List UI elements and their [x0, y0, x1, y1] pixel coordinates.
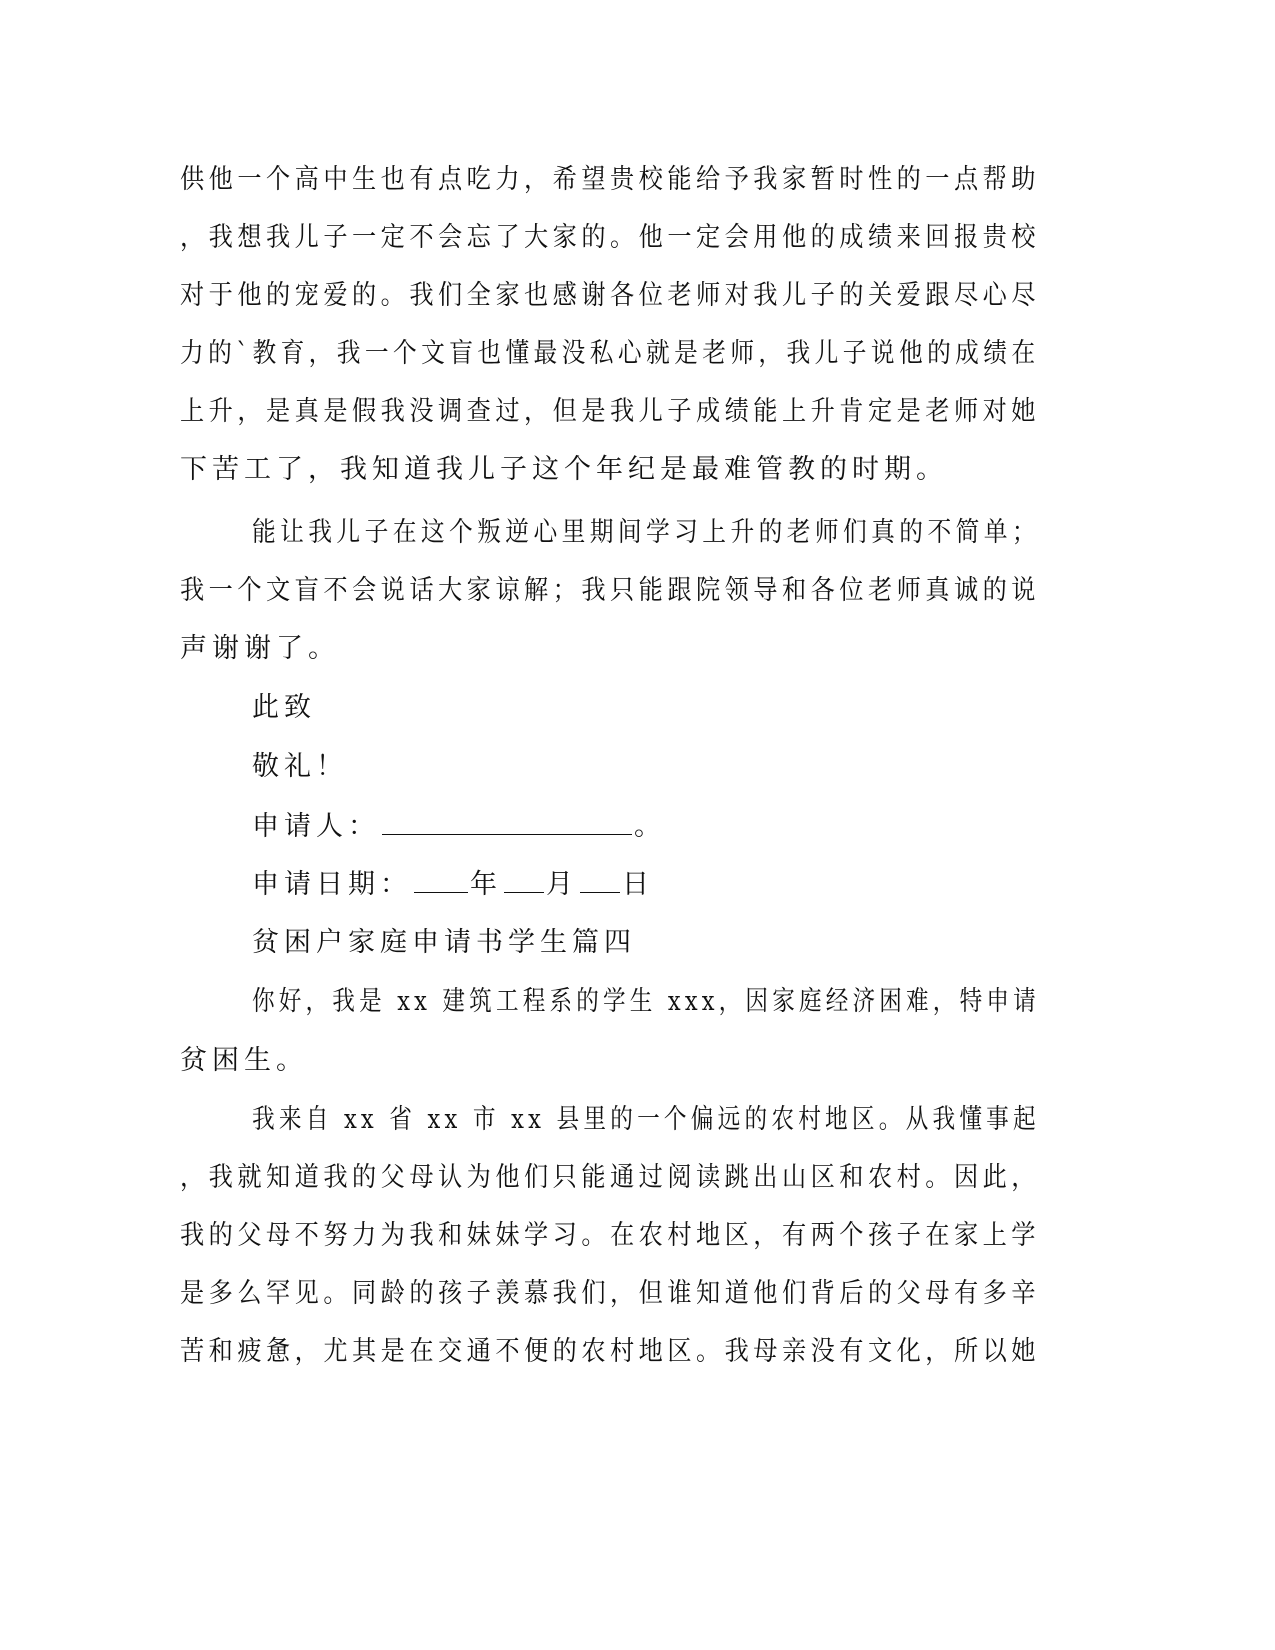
year-blank: [414, 866, 468, 893]
applicant-blank: [382, 808, 632, 835]
paragraph-line: ，我就知道我的父母认为他们只能通过阅读跳出山区和农村。因此，: [180, 1162, 1040, 1193]
applicant-line: [252, 808, 666, 845]
paragraph-line: 力的`教育，我一个文盲也懂最没私心就是老师，我儿子说他的成绩在: [180, 338, 1040, 369]
year-label: 年: [470, 869, 502, 900]
section-title: 贫困户家庭申请书学生篇四: [252, 927, 636, 958]
month-label: 月: [546, 869, 578, 900]
date-label: 申请日期：: [252, 869, 412, 900]
paragraph-line: 我来自 xx 省 xx 市 xx 县里的一个偏远的农村地区。从我懂事起: [252, 1104, 1040, 1135]
paragraph-line: 下苦工了，我知道我儿子这个年纪是最难管教的时期。: [180, 454, 948, 485]
date-line: [252, 866, 654, 903]
month-blank: [504, 866, 544, 893]
paragraph-line: 是多么罕见。同龄的孩子羡慕我们，但谁知道他们背后的父母有多辛: [180, 1278, 1040, 1309]
paragraph-line: 供他一个高中生也有点吃力，希望贵校能给予我家暂时性的一点帮助: [180, 164, 1040, 195]
paragraph-line: 贫困生。: [180, 1045, 308, 1076]
paragraph-line: 上升，是真是假我没调查过，但是我儿子成绩能上升肯定是老师对她: [180, 396, 1040, 427]
salutation-line: 此致: [252, 692, 316, 723]
applicant-label: 申请人：: [252, 811, 380, 842]
paragraph-line: 声谢谢了。: [180, 633, 340, 664]
day-blank: [580, 866, 620, 893]
applicant-end: 。: [634, 811, 666, 842]
day-label: 日: [622, 869, 654, 900]
paragraph-line: 对于他的宠爱的。我们全家也感谢各位老师对我儿子的关爱跟尽心尽: [180, 280, 1040, 311]
paragraph-line: 我的父母不努力为我和妹妹学习。在农村地区，有两个孩子在家上学: [180, 1220, 1040, 1251]
paragraph-line: ，我想我儿子一定不会忘了大家的。他一定会用他的成绩来回报贵校: [180, 222, 1040, 253]
paragraph-line: 能让我儿子在这个叛逆心里期间学习上升的老师们真的不简单；: [252, 517, 1041, 548]
salutation-line: 敬礼！: [252, 751, 348, 782]
paragraph-line: 你好，我是 xx 建筑工程系的学生 xxx，因家庭经济困难，特申请: [252, 986, 1040, 1017]
paragraph-line: 我一个文盲不会说话大家谅解；我只能跟院领导和各位老师真诚的说: [180, 575, 1040, 606]
paragraph-line: 苦和疲惫，尤其是在交通不便的农村地区。我母亲没有文化，所以她: [180, 1336, 1040, 1367]
